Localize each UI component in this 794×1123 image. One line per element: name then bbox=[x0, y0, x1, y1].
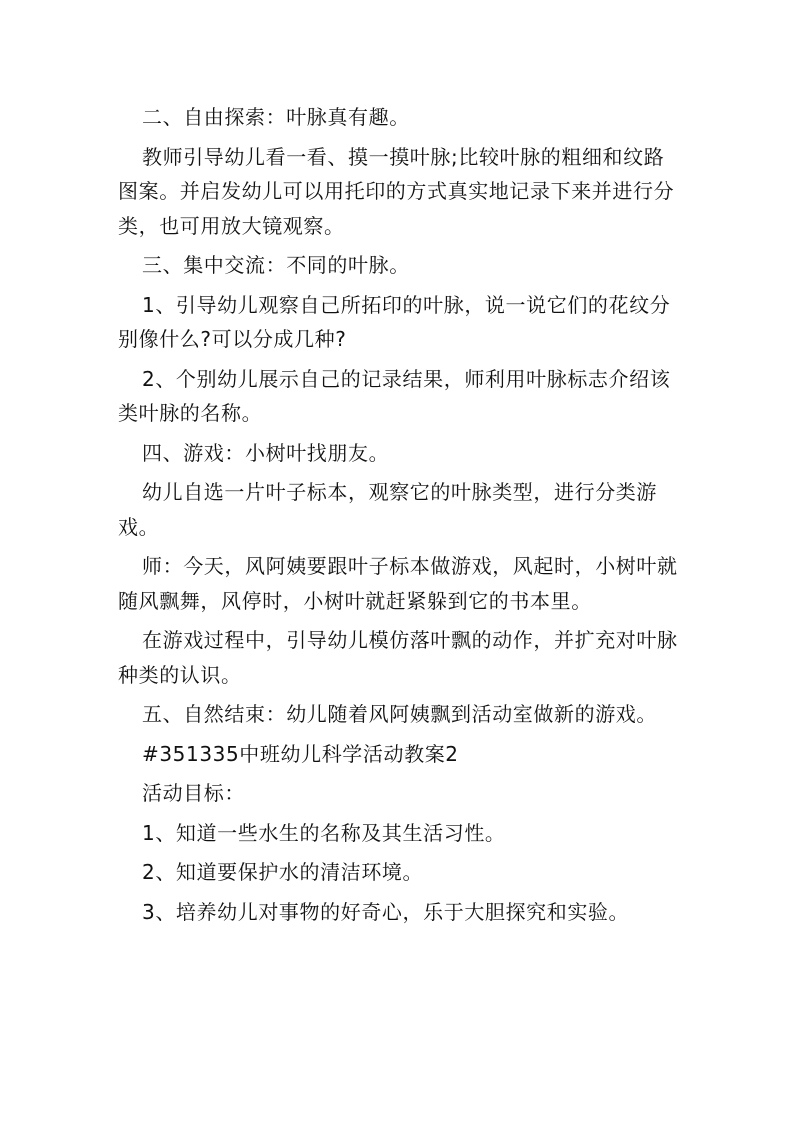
section-heading-game: 四、游戏：小树叶找朋友。 bbox=[142, 440, 390, 465]
paragraph-game-process: 在游戏过程中，引导幼儿模仿落叶飘的动作，并扩充对叶脉种类的认识。 bbox=[118, 628, 678, 687]
goal-item-2: 2、知道要保护水的清洁环境。 bbox=[142, 860, 424, 884]
section-heading-natural-ending: 五、自然结束：幼儿随着风阿姨飘到活动室做新的游戏。 bbox=[142, 702, 657, 726]
goal-item-3: 3、培养幼儿对事物的好奇心，乐于大胆探究和实验。 bbox=[142, 899, 630, 924]
section-heading-group-discussion: 三、集中交流：不同的叶脉。 bbox=[142, 253, 410, 277]
goal-item-1: 1、知道一些水生的名称及其生活习性。 bbox=[142, 820, 506, 845]
paragraph-choose-specimen: 幼儿自选一片叶子标本，观察它的叶脉类型，进行分类游戏。 bbox=[118, 480, 657, 539]
paragraph-teacher-guidance: 教师引导幼儿看一看、摸一摸叶脉;比较叶脉的粗细和纹路图案。并启发幼儿可以用托印的方式真实地记录下来并进行分类，也可用放大镜观察。 bbox=[118, 144, 675, 238]
list-item-observe-rubbings: 1、引导幼儿观察自己所拓印的叶脉，说一说它们的花纹分别像什么?可以分成几种? bbox=[118, 292, 671, 351]
list-item-show-records: 2、个别幼儿展示自己的记录结果，师利用叶脉标志介绍该类叶脉的名称。 bbox=[118, 366, 671, 425]
section-heading-free-exploration: 二、自由探索：叶脉真有趣。 bbox=[142, 105, 410, 129]
document-body bbox=[118, 100, 683, 934]
activity-goals-heading: 活动目标： bbox=[142, 781, 245, 805]
lesson-plan-title: #351335中班幼儿科学活动教案2 bbox=[142, 741, 459, 766]
paragraph-teacher-script: 师：今天，风阿姨要跟叶子标本做游戏，风起时，小树叶就随风飘舞，风停时，小树叶就赶紧躲到它的书本里。 bbox=[118, 554, 678, 613]
